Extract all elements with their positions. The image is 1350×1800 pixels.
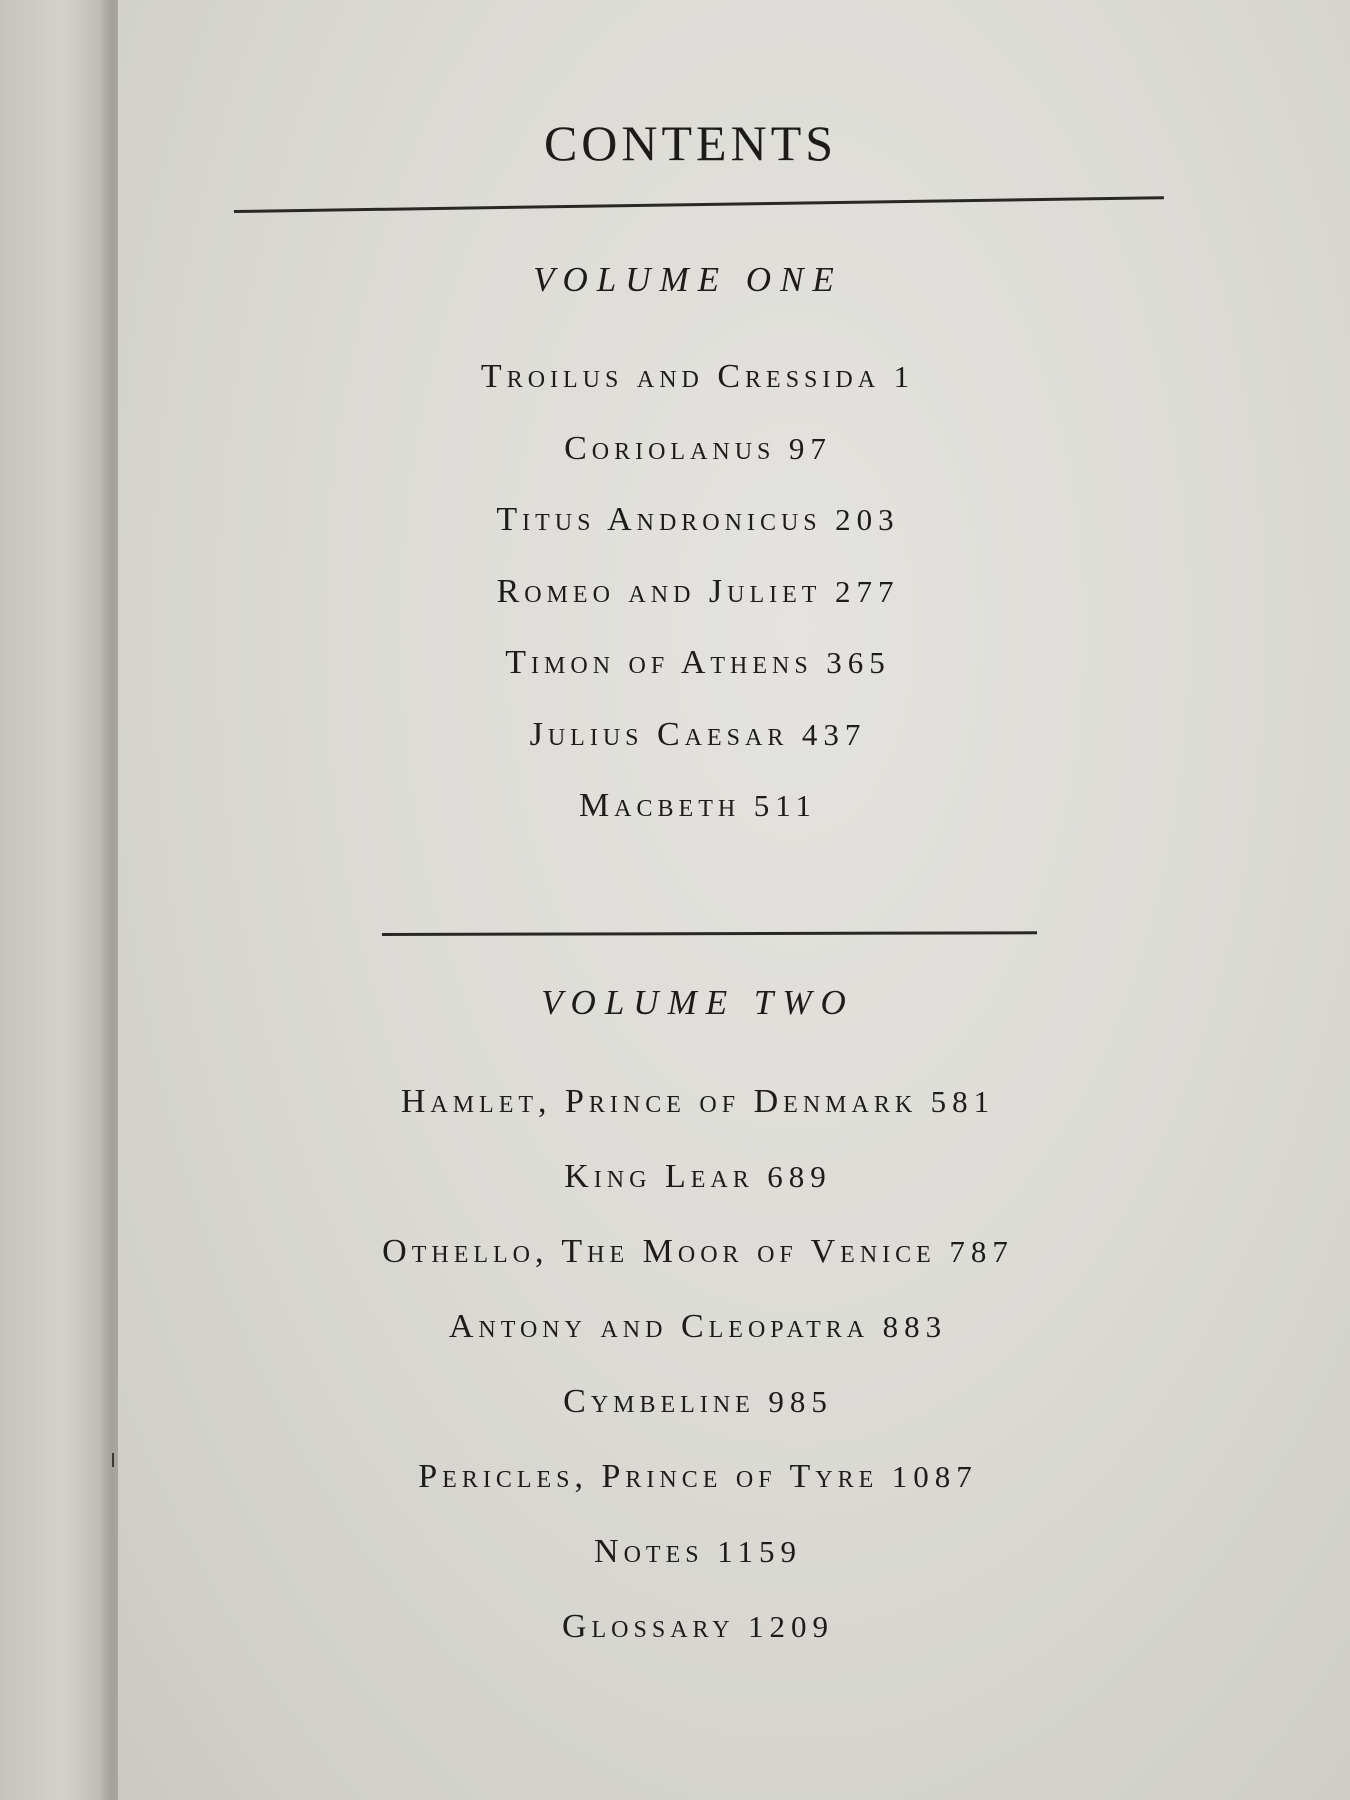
toc-entry xyxy=(118,360,1278,432)
toc-entry xyxy=(118,1310,1278,1385)
margin-mark xyxy=(112,1453,114,1467)
toc-entry xyxy=(118,1385,1278,1460)
toc-entry-page: 511 xyxy=(753,788,818,823)
toc-entry-title: Pericles, Prince of Tyre xyxy=(418,1458,879,1495)
toc-entry-title: Julius Caesar xyxy=(529,715,789,753)
toc-entry-title: Timon of Athens xyxy=(505,644,813,681)
page-title: CONTENTS xyxy=(543,115,838,171)
toc-entry-title: Titus Andronicus xyxy=(496,501,822,538)
toc-entry-title: Othello, The Moor of Venice xyxy=(382,1233,936,1270)
volume-one-list xyxy=(118,360,1278,861)
toc-entry-page: 787 xyxy=(949,1234,1014,1269)
toc-entry xyxy=(118,1535,1278,1610)
toc-entry-page: 1087 xyxy=(891,1459,978,1494)
toc-entry xyxy=(118,429,1278,504)
toc-entry-title: Notes xyxy=(594,1533,704,1570)
toc-entry-page: 97 xyxy=(788,430,832,466)
toc-entry-page: 437 xyxy=(801,716,867,752)
toc-entry-page: 1159 xyxy=(717,1534,802,1569)
toc-entry xyxy=(118,572,1278,647)
toc-entry-title: Troilus and Cressida xyxy=(480,358,881,395)
toc-entry-page: 203 xyxy=(835,502,900,537)
toc-entry-title: Coriolanus xyxy=(564,429,776,467)
toc-entry-title: Romeo and Juliet xyxy=(496,572,822,610)
toc-entry xyxy=(118,1235,1278,1310)
toc-entry xyxy=(118,1085,1278,1160)
toc-entry xyxy=(118,789,1278,861)
toc-entry-title: Macbeth xyxy=(578,787,741,824)
toc-entry-page: 365 xyxy=(826,645,891,680)
toc-entry-page: 689 xyxy=(767,1159,832,1194)
title-rule xyxy=(234,196,1164,213)
toc-entry xyxy=(118,1160,1278,1235)
toc-entry-page: 985 xyxy=(768,1384,833,1419)
toc-entry xyxy=(118,715,1278,790)
toc-entry-title: King Lear xyxy=(564,1158,754,1195)
contents-page xyxy=(118,0,1350,1800)
volume-one-heading: VOLUME ONE xyxy=(533,260,843,299)
volume-two-heading: VOLUME TWO xyxy=(541,983,855,1022)
volume-two-list xyxy=(118,1085,1278,1685)
toc-entry-title: Hamlet, Prince of Denmark xyxy=(400,1083,918,1120)
toc-entry xyxy=(118,1460,1278,1535)
toc-entry xyxy=(118,503,1278,575)
toc-entry xyxy=(118,1610,1278,1685)
toc-entry-title: Antony and Cleopatra xyxy=(448,1308,870,1345)
toc-entry-page: 883 xyxy=(882,1309,948,1344)
toc-entry-page: 277 xyxy=(834,573,900,609)
toc-entry-title: Glossary xyxy=(561,1608,735,1645)
volume-divider-rule xyxy=(382,931,1037,936)
toc-entry-page: 581 xyxy=(930,1084,996,1119)
toc-entry xyxy=(118,646,1278,718)
toc-entry-page: 1209 xyxy=(748,1609,835,1644)
toc-entry-page: 1 xyxy=(893,359,916,394)
toc-entry-title: Cymbeline xyxy=(563,1383,755,1420)
